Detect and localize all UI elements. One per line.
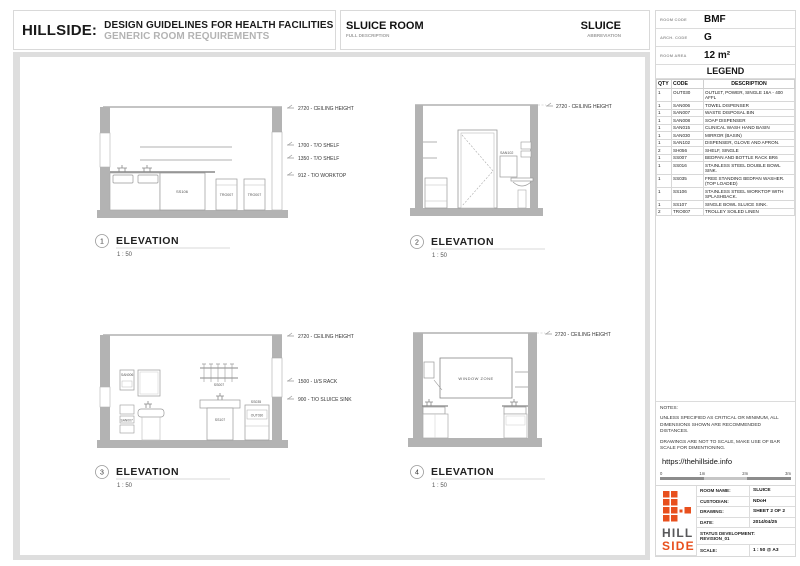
fixture-label-out030: OUT030 bbox=[250, 413, 264, 418]
logo-text-hill: HILL bbox=[661, 525, 693, 540]
date-label: DATE: bbox=[700, 519, 714, 525]
annotation-ceiling-height: 2720 - CEILING HEIGHT bbox=[556, 104, 612, 110]
elevation-4-number: 4 bbox=[415, 469, 419, 477]
sheet-title: DESIGN GUIDELINES FOR HEALTH FACILITIES bbox=[104, 19, 334, 31]
legend-row: 1 SS016 STAINLESS STEEL DOUBLE BOWL SINK. bbox=[657, 162, 795, 175]
legend-row: 1 SS007 BEDPAN AND BOTTLE RACK BR6 bbox=[657, 154, 795, 162]
scale-tick-0: 0 bbox=[660, 470, 663, 476]
elevation-1-drawing bbox=[90, 95, 390, 261]
legend-row: 1 SAN102 DISPENSER, GLOVE AND APRON. bbox=[657, 139, 795, 147]
arch-code-value: G bbox=[704, 32, 712, 43]
elevation-2-drawing bbox=[405, 94, 705, 264]
scale-tick-1m: 1m bbox=[699, 470, 706, 476]
room-area-row bbox=[656, 47, 795, 65]
annotation-ceiling-height: 2720 - CEILING HEIGHT bbox=[298, 106, 354, 112]
legend-title: LEGEND bbox=[656, 65, 795, 79]
elevation-2-scale: 1 : 50 bbox=[432, 253, 448, 259]
custodian-label: CUSTODIAN: bbox=[700, 498, 729, 504]
frame-top bbox=[13, 52, 650, 57]
header-title-box bbox=[13, 10, 336, 50]
annotation-to-shelf-1350: 1350 - T/O SHELF bbox=[298, 156, 340, 162]
hillside-logo-icon bbox=[660, 488, 696, 556]
drawing-value: SHEET 2 OF 2 bbox=[753, 509, 785, 515]
legend-header-row bbox=[657, 80, 795, 89]
header-room-box bbox=[340, 10, 650, 50]
annotation-ceiling-height: 2720 - CEILING HEIGHT bbox=[555, 332, 611, 338]
room-full-caption: FULL DESCRIPTION bbox=[346, 33, 390, 38]
status-label: STATUS DEVELOPMENT: bbox=[700, 531, 755, 536]
room-full-name: SLUICE ROOM bbox=[346, 20, 424, 32]
sheet-subtitle: GENERIC ROOM REQUIREMENTS bbox=[104, 30, 270, 42]
fixture-label-ss035: SS035 bbox=[250, 400, 262, 404]
annotation-to-shelf-1700: 1700 - T/O SHELF bbox=[298, 143, 340, 149]
elevation-3-scale: 1 : 50 bbox=[117, 483, 133, 489]
fixture-label-san007: SAN007 bbox=[120, 418, 133, 423]
scale-tick-3m: 3m bbox=[785, 470, 791, 476]
scale-tick-2m: 2m bbox=[742, 470, 749, 476]
arch-code-label: ARCH. CODE bbox=[660, 35, 688, 40]
notes-heading: NOTES: bbox=[660, 406, 678, 412]
legend-row: 1 SAN030 MIRROR (BASIN) bbox=[657, 132, 795, 140]
fixture-label-tro007-2: TRO007 bbox=[247, 193, 262, 197]
frame-bottom bbox=[13, 555, 650, 560]
frame-left bbox=[13, 52, 20, 560]
legend-col-desc: DESCRIPTION bbox=[704, 80, 795, 89]
legend-row: 1 SS106 STAINLESS STEEL WORKTOP WITH SPLASHBACK. bbox=[657, 188, 795, 201]
elevation-4-drawing bbox=[405, 326, 705, 496]
legend-row: 1 SAN007 WASTE DISPOSAL BIN bbox=[657, 109, 795, 117]
elevation-3-title: ELEVATION bbox=[116, 466, 180, 478]
legend-row: 1 SS035 FREE STANDING BEDPAN WASHER. (TOP LOADED) bbox=[657, 175, 795, 188]
custodian-value: NDoH bbox=[753, 498, 767, 504]
window-zone-label: WINDOW ZONE bbox=[458, 376, 494, 381]
legend-row: 1 SS107 SINGLE BOWL SLUICE SINK. bbox=[657, 201, 795, 209]
legend-col-qty: QTY bbox=[657, 80, 672, 89]
legend-col-code: CODE bbox=[672, 80, 704, 89]
fixture-label-san102: SAN102 bbox=[500, 151, 514, 155]
legend-row: 1 SAN008 SOAP DISPENSER bbox=[657, 117, 795, 125]
room-area-label: ROOM AREA bbox=[660, 53, 687, 58]
elevation-2-title: ELEVATION bbox=[431, 236, 495, 248]
room-code-value: BMF bbox=[704, 14, 726, 25]
notes-line-1: UNLESS SPECIFIED AS CRITICAL OR MINIMUM, ALL DIMENSIONS SHOWN ARE RECOMMENDED DISTANCES. bbox=[660, 416, 779, 435]
elevation-1-number: 1 bbox=[100, 238, 104, 246]
room-code-label: ROOM CODE bbox=[660, 17, 687, 22]
notes-line-2: DRAWINGS ARE NOT TO SCALE, MAKE USE OF BAR SCALE FOR DIMENTIONING. bbox=[660, 439, 781, 452]
hillside-logo bbox=[656, 486, 696, 556]
room-name-label: ROOM NAME: bbox=[700, 488, 731, 494]
website-link[interactable]: https://thehillside.info bbox=[662, 456, 733, 466]
annotation-ceiling-height: 2720 - CEILING HEIGHT bbox=[298, 334, 354, 340]
elevation-1-title: ELEVATION bbox=[116, 235, 180, 247]
legend-row: 2 TRO007 TROLLEY SOILED LINEN bbox=[657, 208, 795, 216]
legend-row: 2 SH056 SHELF, SINGLE bbox=[657, 147, 795, 155]
scale-value: 1 : 50 @ A3 bbox=[753, 548, 779, 553]
fixture-label-ss007: SS007 bbox=[213, 383, 225, 387]
elevation-4-title: ELEVATION bbox=[431, 466, 495, 478]
elevation-3-number: 3 bbox=[100, 469, 104, 477]
fixture-label-tro007-1: TRO007 bbox=[219, 193, 234, 197]
fixture-label-ss107: SS107 bbox=[214, 418, 226, 422]
legend-row: 1 OUT030 OUTLET, POWER, SINGLE 16A - 400 AFFL bbox=[657, 89, 795, 102]
room-abbr-caption: ABBREVIATION bbox=[587, 33, 621, 38]
date-value: 2014/04/25 bbox=[753, 519, 778, 525]
room-name-value: SLUICE bbox=[753, 488, 771, 494]
annotation-to-worktop-912: 912 - T/O WORKTOP bbox=[298, 173, 347, 179]
annotation-to-sluice-sink-900: 900 - T/O SLUICE SINK bbox=[298, 397, 352, 403]
arch-code-row bbox=[656, 29, 795, 47]
annotation-us-rack-1500: 1500 - U/S RACK bbox=[298, 379, 338, 385]
drawing-label: DRAWING: bbox=[700, 509, 724, 515]
elevation-4-scale: 1 : 50 bbox=[432, 483, 448, 489]
room-area-value: 12 m² bbox=[704, 50, 731, 61]
brand-name: HILLSIDE: bbox=[22, 21, 98, 39]
legend-row: 1 SAN015 CLINICAL WASH HAND BASIN bbox=[657, 124, 795, 132]
elevation-2-number: 2 bbox=[415, 239, 419, 247]
elevation-3-drawing bbox=[90, 326, 390, 496]
room-code-row bbox=[656, 11, 795, 29]
scale-label: SCALE: bbox=[700, 548, 718, 553]
fixture-label-san006: SAN006 bbox=[121, 373, 134, 377]
room-abbreviation: SLUICE bbox=[580, 20, 621, 32]
elevation-1-scale: 1 : 50 bbox=[117, 252, 133, 258]
logo-text-side: SIDE bbox=[661, 538, 695, 553]
legend-row: 1 SAN006 TOWEL DISPENSER bbox=[657, 102, 795, 110]
status-value: REVISION_01 bbox=[700, 536, 730, 541]
fixture-label-ss106: SS106 bbox=[175, 189, 189, 194]
